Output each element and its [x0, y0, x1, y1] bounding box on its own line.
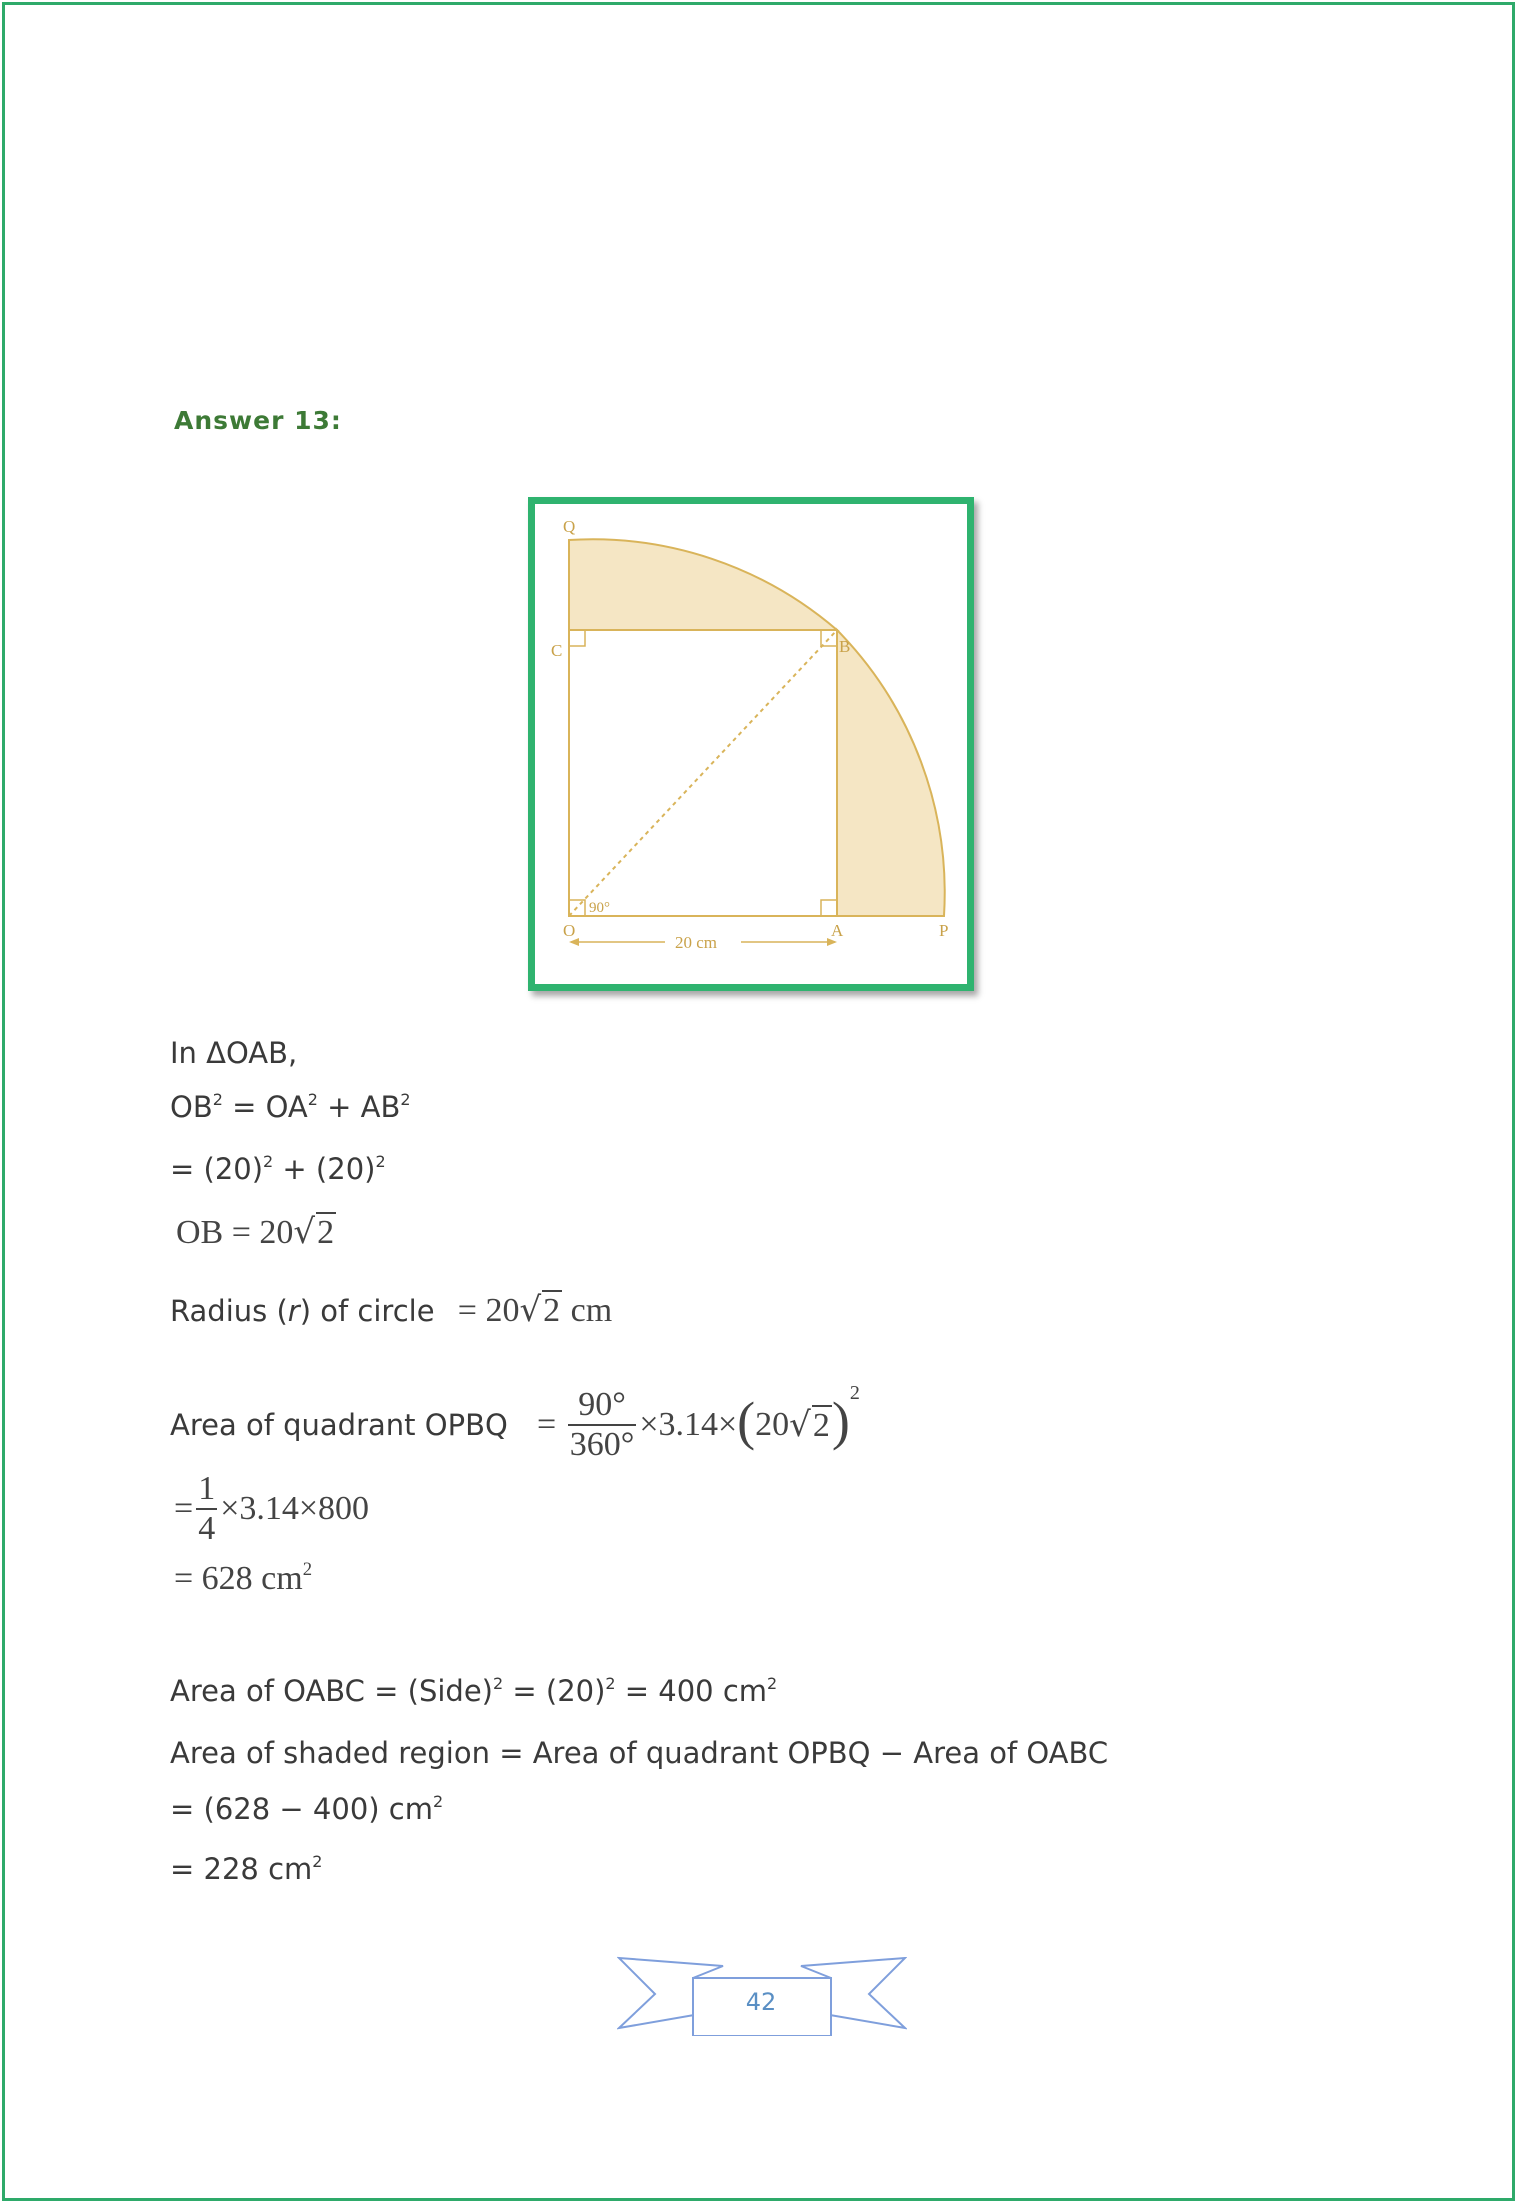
label-o: O: [563, 921, 576, 940]
solution-line-8: = 628 $cm^2$: [174, 1558, 313, 1597]
label-b: B: [839, 637, 851, 656]
label-c: C: [551, 641, 563, 660]
solution-line-11: = (628 − 400) $cm^2$: [170, 1792, 444, 1826]
solution-line-2: $OB^2 = OA^2 + AB^2$: [170, 1090, 411, 1124]
sqrt-icon: √: [789, 1405, 811, 1445]
label-angle: 90°: [589, 900, 610, 916]
quadrant-figure: [528, 497, 974, 991]
solution-line-10: Area of shaded region = Area of quadrant OPBQ − Area of OABC: [170, 1736, 1109, 1770]
shaded-region-top: [569, 539, 837, 630]
label-p: P: [939, 921, 949, 940]
sqrt-icon: √: [519, 1290, 542, 1330]
label-q: Q: [563, 517, 576, 536]
answer-heading: Answer 13:: [174, 406, 342, 435]
page-number: 42: [745, 1988, 777, 2016]
solution-line-3: = $(20)^2 + (20)^2$: [170, 1152, 386, 1186]
left-paren-icon: (: [737, 1390, 756, 1451]
shaded-region-right: [837, 630, 945, 916]
triangle-statement: In ΔOAB,: [170, 1036, 298, 1070]
solution-line-5: Radius (r) of circle = 20√2 cm: [170, 1290, 613, 1330]
solution-line-7: = $\frac{1}{4}$ ×3.14×800: [174, 1470, 370, 1547]
solution-line-4: OB = 20√2: [176, 1212, 335, 1252]
sqrt-icon: √: [293, 1212, 316, 1252]
solution-line-1: [170, 1036, 297, 1070]
right-paren-icon: ): [831, 1390, 850, 1451]
solution-line-6: Area of quadrant OPBQ = $\frac{90^\circ}{360^\circ}$ $\times 3.14\times(20√2)^2$: [170, 1381, 860, 1463]
solution-line-12: = 228 $cm^2$: [170, 1852, 323, 1886]
quadrant-diagram: [535, 504, 967, 984]
solution-line-9: Area of OABC = (Side)$^2$ = $(20)^2 = 400$ $cm^2$: [170, 1674, 778, 1708]
label-dimension: 20 cm: [675, 933, 718, 952]
label-a: A: [831, 921, 844, 940]
